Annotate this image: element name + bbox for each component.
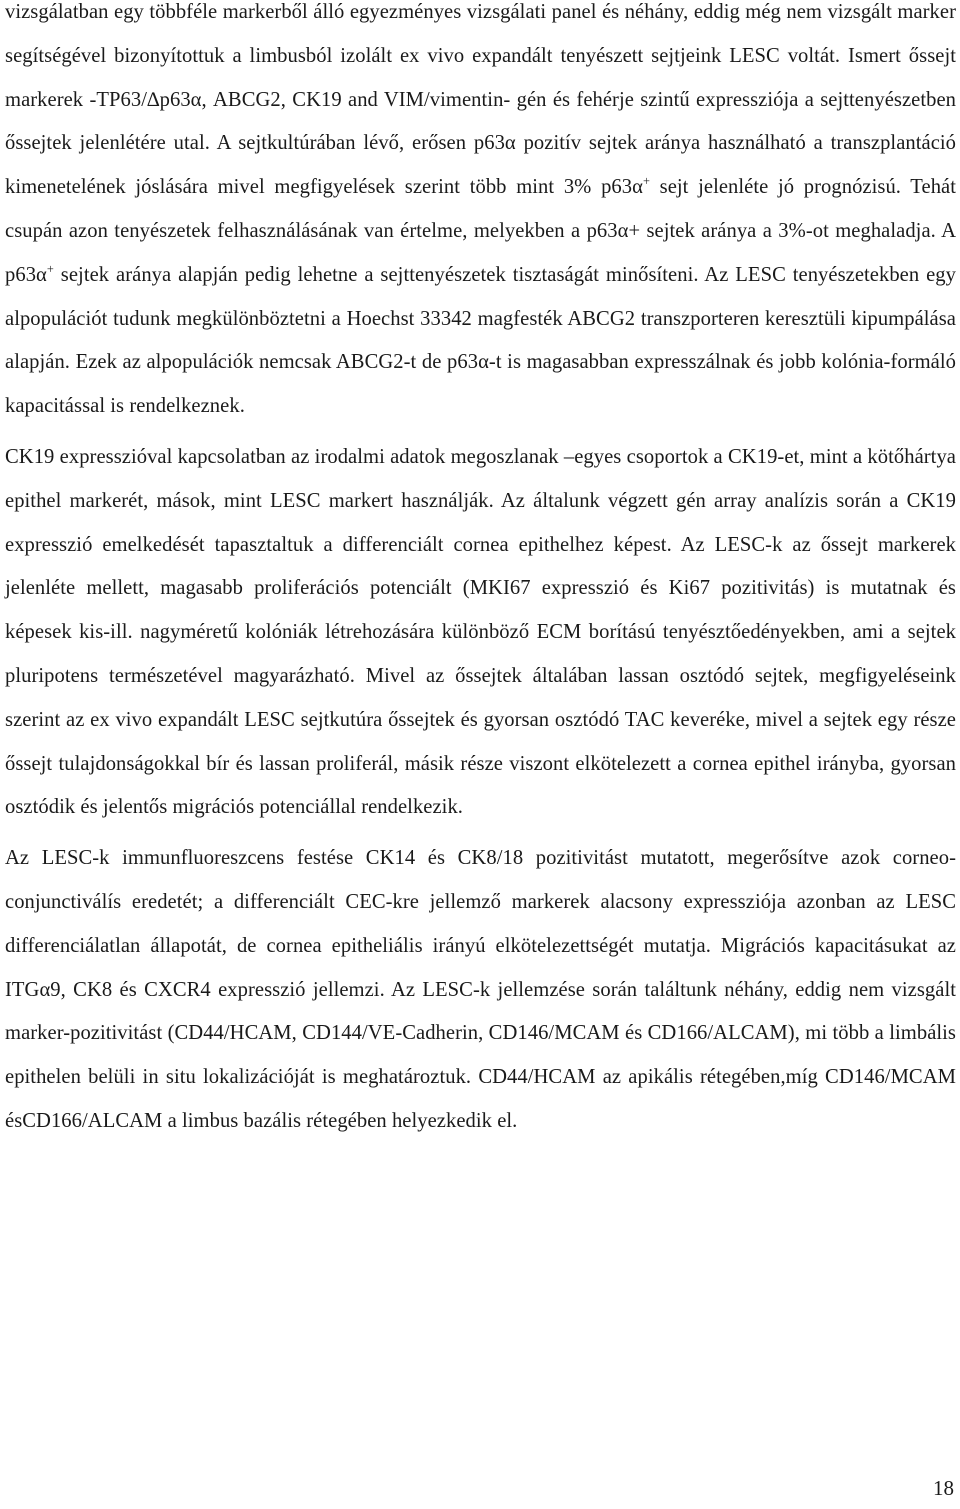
text-run: sejt jelenléte jó prognózisú. Tehát csupán azon tenyészetek felhasználásának van értelme, melyekben a p63α+ sejtek aránya a 3%-ot meghaladja. A p63α (5, 176, 956, 286)
text-run: sejtek aránya alapján pedig lehetne a sejttenyészetek tisztaságát minősíteni. Az LESC tenyészetekben egy alpopulációt tudunk megkülönböztetni a Hoechst 33342 magfesték ABCG2 transzporteren keresztüli kipumpálása alapján. Ezek az alpopulációk nemcsak ABCG2-t de p63α-t is magasabban expresszálnak és jobb kolónia-formáló kapacitással is rendelkeznek. (5, 263, 956, 418)
text-run: Az LESC-k immunfluoreszcens festése CK14 és CK8/18 pozitivitást mutatott, megerősítve azok corneo-conjunctiválís eredetét; a differenciált CEC-kre jellemző markerek alacsony expressziója azonban az LESC differenciálatlan állapotát, de cornea epitheliális irányú elkötelezettségét mutatja. Migrációs kapacitásukat az ITGα9, CK8 és CXCR4 expresszió jellemzi. Az LESC-k jellemzése során találtunk néhány, eddig nem vizsgált marker-pozitivitást (CD44/HCAM, CD144/VE-Cadherin, CD146/MCAM és CD166/ALCAM), mi több a limbális epithelen belüli in situ lokalizációját is meghatároztuk. CD44/HCAM az apikális rétegében,míg CD146/MCAM ésCD166/ALCAM a limbus bazális rétegében helyezkedik el. (5, 847, 956, 1132)
text-run: vizsgálatban egy többféle markerből álló egyezményes vizsgálati panel és néhány, eddig még nem vizsgált marker segítségével bizonyítottuk a limbusból izolált ex vivo expandált tenyészett sejtjeink LESC voltát. Ismert őssejt markerek -TP63/∆p63α, ABCG2, CK19 and VIM/vimentin- gén és fehérje szintű expressziója a sejttenyészetben őssejtek jelenlétére utal. A sejtkultúrában lévő, erősen p63α pozitív sejtek aránya használható a transzplantáció kimenetelének jóslására mivel megfigyelések szerint több mint 3% p63α (5, 1, 956, 199)
superscript: + (642, 174, 650, 189)
paragraph-1 (5, 0, 956, 429)
paragraph-3 (5, 837, 956, 1144)
page-number: 18 (933, 1476, 954, 1500)
text-run: CK19 expresszióval kapcsolatban az irodalmi adatok megoszlanak –egyes csoportok a CK19-et, mint a kötőhártya epithel markerét, mások, mint LESC markert használják. Az általunk végzett gén array analízis során a CK19 expresszió emelkedését tapasztaltuk a differenciált cornea epithelhez képest. Az LESC-k az őssejt markerek jelenléte mellett, magasabb proliferációs potenciált (MKI67 expresszió és Ki67 pozitivitás) is mutatnak és képesek kis-ill. nagyméretű kolóniák létrehozására különböző ECM borítású tenyésztőedényekben, ami a sejtek pluripotens természetével magyarázható. Mivel az őssejtek általában lassan osztódó sejtek, megfigyeléseink szerint az ex vivo expandált LESC sejtkutúra őssejtek és gyorsan osztódó TAC keveréke, mivel a sejtek egy része őssejt tulajdonságokkal bír és lassan proliferál, másik része viszont elkötelezett a cornea epithel irányba, gyorsan osztódik és jelentős migrációs potenciállal rendelkezik. (5, 445, 956, 819)
paragraph-2 (5, 436, 956, 830)
document-page (5, 0, 956, 1151)
body-text (5, 0, 956, 1144)
superscript: + (46, 261, 54, 276)
